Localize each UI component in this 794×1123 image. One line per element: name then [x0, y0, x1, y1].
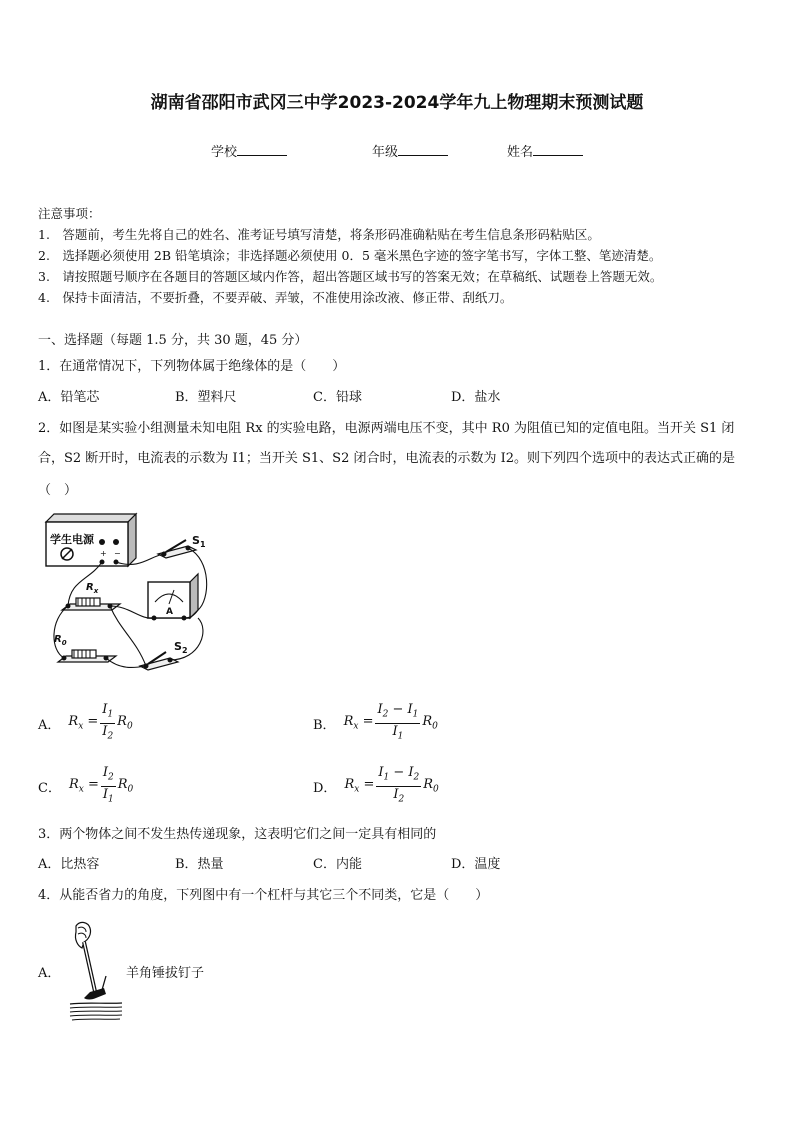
q1-stem: 1．在通常情况下，下列物体属于绝缘体的是（ ） — [38, 359, 346, 374]
q1-option-d: D．盐水 — [451, 390, 501, 405]
name-blank — [533, 143, 583, 156]
q3-stem: 3．两个物体之间不发生热传递现象，这表明它们之间一定具有相同的 — [38, 827, 437, 842]
name-field — [507, 141, 583, 160]
q3-option-d: D．温度 — [451, 857, 501, 872]
q4-stem: 4．从能否省力的角度，下列图中有一个杠杆与其它三个不同类，它是（ ） — [38, 888, 489, 903]
notice-item-1: 1. 答题前，考生先将自己的姓名、准考证号填写清楚，将条形码准确粘贴在考生信息条形码粘贴区。 — [38, 227, 600, 242]
notice-heading: 注意事项： — [38, 206, 101, 221]
q2-line-1: 2．如图是某实验小组测量未知电阻 Rx 的实验电路，电源两端电压不变，其中 R0 为阻值已知的定值电阻。当开关 S1 闭 — [38, 421, 735, 436]
q4-option-a-letter: A． — [38, 966, 61, 981]
notice-item-4: 4. 保持卡面清洁，不要折叠，不要弄破、弄皱，不准使用涂改液、修正带、刮纸刀。 — [38, 290, 513, 305]
school-label: 学校 — [211, 145, 238, 160]
svg-text:A: A — [166, 607, 173, 617]
svg-text:Rx: $R_x$ — [86, 582, 99, 595]
grade-blank — [398, 143, 448, 156]
svg-text:−: − — [114, 549, 121, 558]
q2-line-2: 合，S2 断开时，电流表的示数为 I1；当开关 S1、S2 闭合时，电流表的示数为 I2。则下列四个选项中的表达式正确的是 — [38, 451, 736, 466]
q3-option-c: C．内能 — [313, 857, 362, 872]
ammeter-icon — [148, 574, 198, 621]
q1-option-c: C．铅球 — [313, 390, 362, 405]
q2-option-b: B． $R_x$ = $\frac{I_2 - I_1}{I_1}$ $R_0$ — [313, 702, 438, 742]
school-blank — [237, 143, 287, 156]
notice-item-2: 2. 选择题必须使用 2B 铅笔填涂；非选择题必须使用 0．5 毫米黑色字迹的签字笔书写，字体工整、笔迹清楚。 — [38, 248, 662, 263]
power-supply-label: 学生电源 — [50, 533, 94, 546]
svg-text:S2: $S_2$ — [174, 640, 188, 655]
svg-text:+: + — [100, 549, 107, 558]
grade-label: 年级 — [372, 145, 399, 160]
q3-option-a: A．比热容 — [38, 857, 100, 872]
q3-option-b: B．热量 — [175, 857, 224, 872]
svg-text:S1: $S_1$ — [192, 534, 206, 549]
q2-option-a: A． $R_x$ = $\frac{I_1}{I_2}$ $R_0$ — [38, 702, 133, 742]
claw-hammer-icon — [66, 918, 126, 1024]
section-heading: 一、选择题（每题 1.5 分，共 30 题，45 分） — [38, 333, 308, 348]
switch-s1-icon — [158, 534, 206, 558]
notice-item-3: 3. 请按照题号顺序在各题目的答题区域内作答，超出答题区域书写的答案无效；在草稿纸、试题卷上答题无效。 — [38, 269, 663, 284]
q4-option-a-caption: 羊角锤拔钉子 — [126, 966, 205, 981]
page-title: 湖南省邵阳市武冈三中学2023-2024学年九上物理期末预测试题 — [150, 93, 644, 113]
grade-field — [372, 141, 448, 160]
name-label: 姓名 — [507, 145, 534, 160]
q1-option-b: B．塑料尺 — [175, 390, 237, 405]
school-field — [211, 141, 287, 160]
circuit-figure — [40, 510, 220, 682]
switch-s2-icon — [140, 640, 188, 670]
power-supply-icon — [46, 514, 136, 566]
q1-option-a: A．铅笔芯 — [38, 390, 100, 405]
q2-option-d: D． $R_x$ = $\frac{I_1 - I_2}{I_2}$ $R_0$ — [313, 765, 439, 805]
q2-option-c: C． $R_x$ = $\frac{I_2}{I_1}$ $R_0$ — [38, 765, 134, 805]
svg-text:R0: $R_0$ — [54, 634, 67, 647]
q2-line-3: （ ） — [38, 483, 78, 498]
